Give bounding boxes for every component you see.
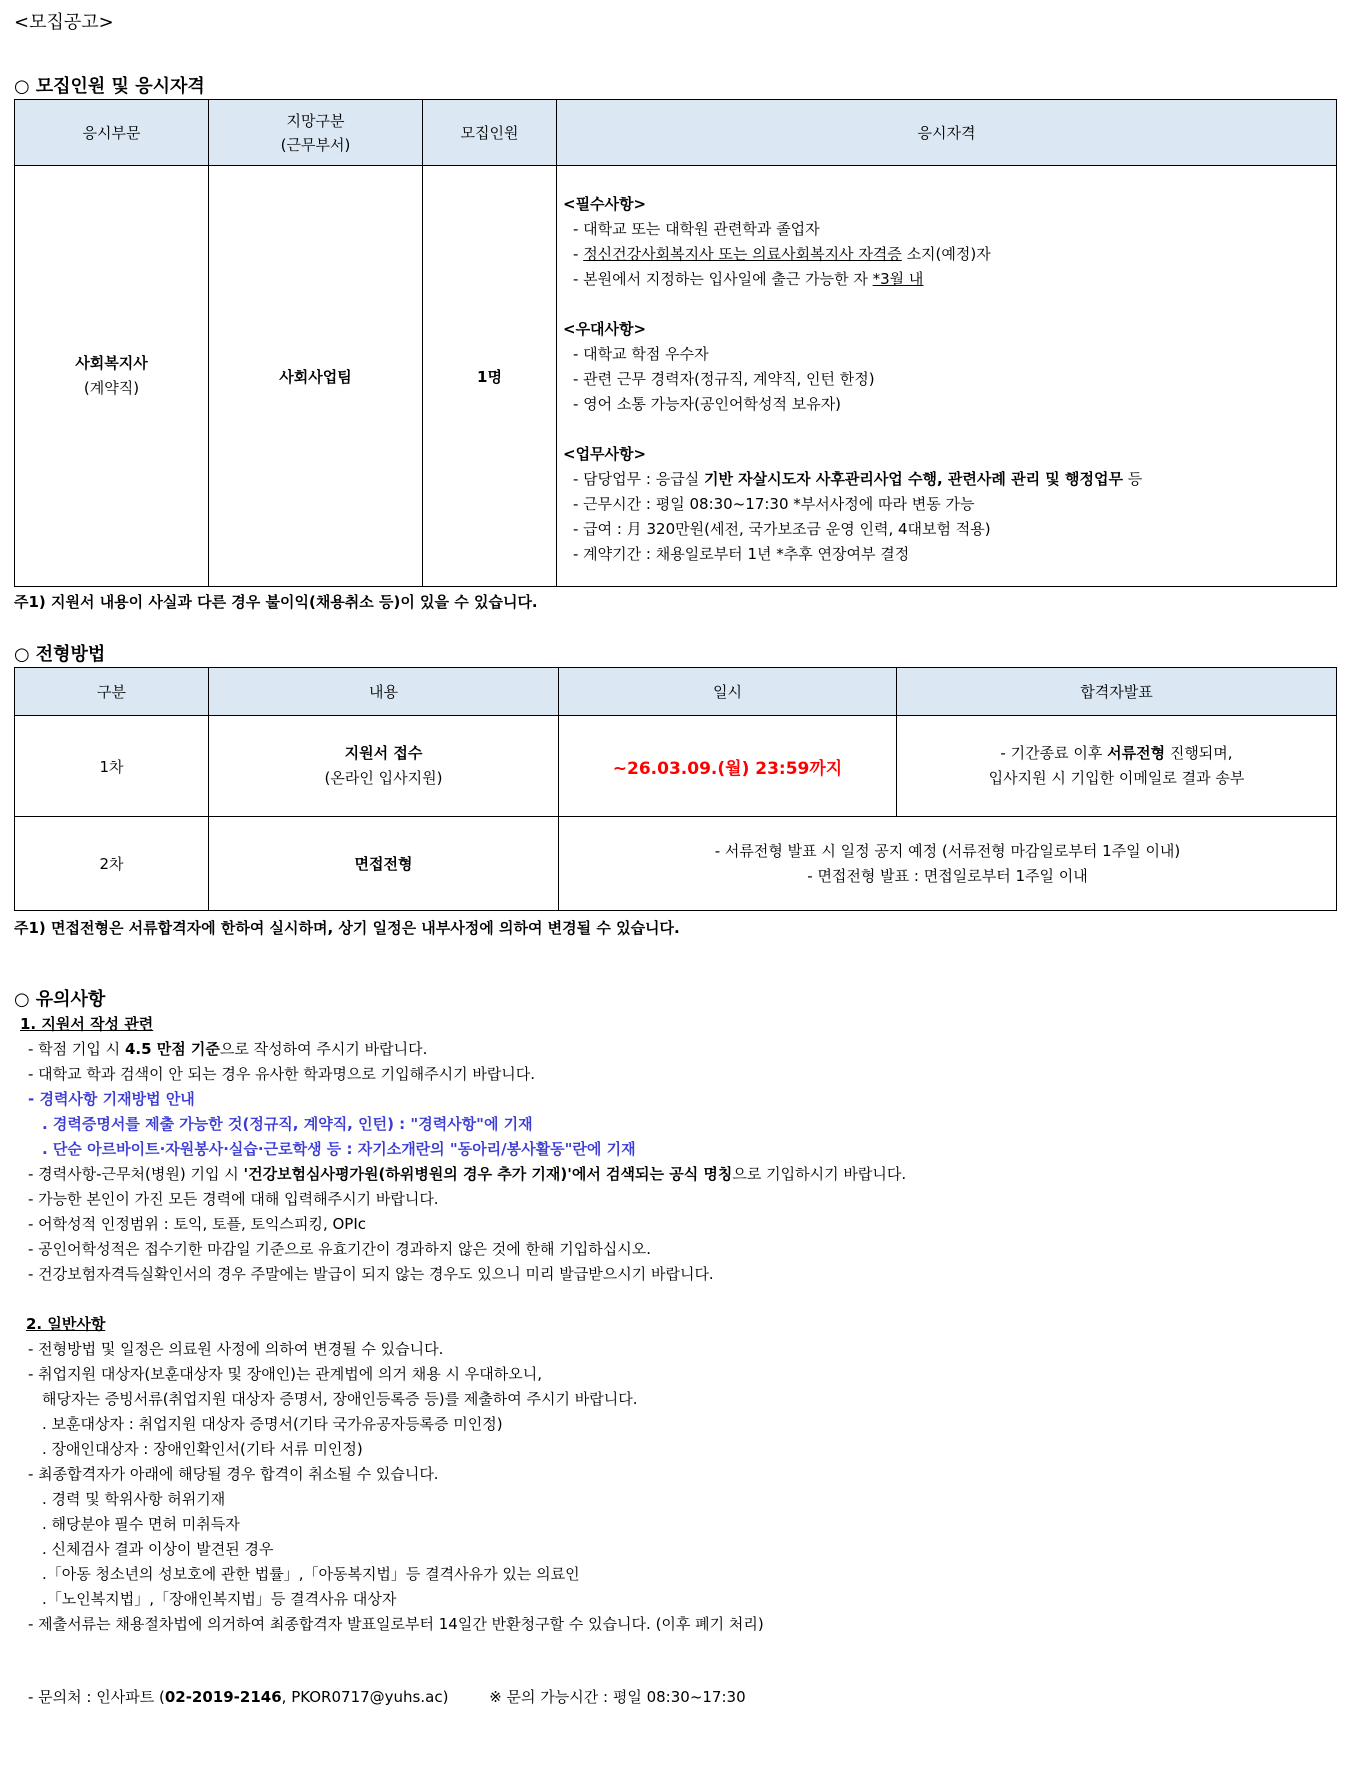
list-item: . 신체검사 결과 이상이 발견된 경우 [42,1540,274,1558]
work-item: - 근무시간 : 평일 08:30~17:30 *부서사정에 따라 변동 가능 [573,495,975,513]
section-heading-eligibility [14,72,205,98]
list-item: - 가능한 본인이 가진 모든 경력에 대해 입력해주시기 바랍니다. [28,1190,439,1208]
selection-table [14,667,1337,911]
list-item: . 장애인대상자 : 장애인확인서(기타 서류 미인정) [42,1440,363,1458]
header-date: 일시 [559,668,897,716]
text-part: 소지(예정)자 [901,245,991,263]
list-item [14,1162,1336,1187]
start-date-note: *3월 내 [872,270,924,288]
section-title: 전형방법 [35,644,106,665]
list-item: .「아동 청소년의 성보호에 관한 법률」,「아동복지법」등 결격사유가 있는 의료인 [42,1565,580,1583]
table-row [15,166,1337,587]
notice-list [14,1012,1336,1637]
preferred-item: - 영어 소통 가능자(공인어학성적 보유자) [573,395,842,413]
document-title: <모집공고> [14,12,114,33]
stage-cell: 1차 [15,716,209,817]
content-cell: 면접전형 [209,817,559,911]
text-part: - 문의처 : 인사파트 ( [28,1688,165,1706]
text-part: - 학점 기입 시 [28,1040,125,1058]
circle-bullet-icon: ○ [14,989,30,1010]
work-title: <업무사항> [563,445,647,463]
dept-name: 사회복지사 [75,354,148,372]
content-title: 지원서 접수 [344,744,423,762]
text-part: 으로 기입하시기 바랍니다. [732,1165,907,1183]
table-row [15,716,1337,817]
section-title: 유의사항 [35,989,106,1010]
list-item: . 해당분야 필수 면허 미취득자 [42,1515,240,1533]
preferred-item: - 관련 근무 경력자(정규직, 계약직, 인턴 한정) [573,370,875,388]
announce-cell [897,716,1337,817]
qualification-cell [557,166,1337,587]
header-count: 모집인원 [423,100,557,166]
list-item: - 공인어학성적은 접수기한 마감일 기준으로 유효기간이 경과하지 않은 것에 한해 기입하십시오. [28,1240,651,1258]
interview-info-line: - 면접전형 발표 : 면접일로부터 1주일 이내 [807,866,1088,885]
required-item [563,242,1336,267]
gpa-scale: 4.5 만점 기준 [124,1040,220,1058]
list-item: - 취업지원 대상자(보훈대상자 및 장애인)는 관계법에 의거 채용 시 우대하오니, [28,1365,542,1383]
text-part: - 본원에서 지정하는 입사일에 출근 가능한 자 [573,270,873,288]
list-item: - 제출서류는 채용절차법에 의거하여 최종합격자 발표일로부터 14일간 반환청구할 수 있습니다. (이후 폐기 처리) [28,1615,764,1633]
list-item: . 단순 아르바이트·자원봉사·실습·근로학생 등 : 자기소개란의 "동아리/봉사활동"란에 기재 [42,1140,636,1158]
stage-cell: 2차 [15,817,209,911]
list-item: . 보훈대상자 : 취업지원 대상자 증명서(기타 국가유공자등록증 미인정) [42,1415,503,1433]
required-item [563,267,1336,292]
text-part: 진행되며, [1165,744,1233,762]
dept-cell [15,166,209,587]
contact-hours: ※ 문의 가능시간 : 평일 08:30~17:30 [489,1688,746,1706]
header-team-line1: 지망구분 [286,111,345,130]
header-content: 내용 [209,668,559,716]
list-item: - 어학성적 인정범위 : 토익, 토플, 토익스피킹, OPIc [28,1215,367,1233]
contact-info [28,1686,746,1707]
duty-text: 기반 자살시도자 사후관리사업 수행, 관련사례 관리 및 행정업무 [703,470,1123,488]
list-item: - 경력사항 기재방법 안내 [28,1090,195,1108]
required-title: <필수사항> [563,195,647,213]
list-item: . 경력증명서를 제출 가능한 것(정규직, 계약직, 인턴) : "경력사항"에 기재 [42,1115,533,1133]
screening-text: 서류전형 [1107,744,1166,762]
list-item: - 건강보험자격득실확인서의 경우 주말에는 발급이 되지 않는 경우도 있으니 미리 발급받으시기 바랍니다. [28,1265,714,1283]
spacer [563,292,1336,317]
text-part: - 경력사항-근무처(병원) 기입 시 [28,1165,244,1183]
work-item: - 급여 : 月 320만원(세전, 국가보조금 운영 인력, 4대보험 적용) [573,520,991,538]
text-part: - 기간종료 이후 [1000,744,1108,762]
preferred-item: - 대학교 학점 우수자 [573,345,709,363]
list-item: .「노인복지법」,「장애인복지법」등 결격사유 대상자 [42,1590,397,1608]
section-title: 모집인원 및 응시자격 [35,76,205,97]
date-cell [559,716,897,817]
table-header-row [15,668,1337,716]
spacer [563,417,1336,442]
contact-phone: 02-2019-2146 [164,1688,282,1706]
text-part: - [573,245,584,263]
eligibility-footnote: 주1) 지원서 내용이 사실과 다른 경우 불이익(채용취소 등)이 있을 수 있습니다. [14,593,538,611]
certificate-text: 정신건강사회복지사 또는 의료사회복지사 자격증 [583,245,902,263]
announce-line: 입사지원 시 기입한 이메일로 결과 송부 [988,769,1245,787]
preferred-title: <우대사항> [563,320,647,338]
count-cell: 1명 [423,166,557,587]
eligibility-table [14,99,1337,587]
official-name-note: '건강보험심사평가원(하위병원의 경우 추가 기재)'에서 검색되는 공식 명칭 [243,1165,733,1183]
content-sub: (온라인 입사지원) [324,769,443,787]
required-item: - 대학교 또는 대학원 관련학과 졸업자 [573,220,820,238]
text-part: 으로 작성하여 주시기 바랍니다. [219,1040,428,1058]
interview-info-cell [559,817,1337,911]
list-item [14,1037,1336,1062]
header-stage: 구분 [15,668,209,716]
section-heading-selection [14,640,105,666]
contact-email: , PKOR0717@yuhs.ac) [281,1688,449,1706]
announce-line [901,741,1332,766]
work-item [563,467,1336,492]
spacer [14,1287,1336,1312]
list-item: - 대학교 학과 검색이 안 되는 경우 유사한 학과명으로 기입해주시기 바랍니다. [28,1065,536,1083]
deadline-text: ~26.03.09.(월) 23:59까지 [612,758,843,779]
header-qualification: 응시자격 [557,100,1337,166]
header-team [209,100,423,166]
list-item: - 전형방법 및 일정은 의료원 사정에 의하여 변경될 수 있습니다. [28,1340,444,1358]
table-row [15,817,1337,911]
dept-type: (계약직) [83,379,140,397]
team-cell: 사회사업팀 [209,166,423,587]
header-team-line2: (근무부서) [280,135,351,154]
subsection-title: 1. 지원서 작성 관련 [20,1015,154,1033]
section-heading-notes [14,985,105,1011]
selection-footnote: 주1) 면접전형은 서류합격자에 한하여 실시하며, 상기 일정은 내부사정에 의하여 변경될 수 있습니다. [14,919,680,937]
list-item: . 경력 및 학위사항 허위기재 [42,1490,226,1508]
list-item: - 최종합격자가 아래에 해당될 경우 합격이 취소될 수 있습니다. [28,1465,439,1483]
header-dept: 응시부문 [15,100,209,166]
text-part: - 담당업무 : 응급실 [573,470,704,488]
content-cell [209,716,559,817]
subsection-title: 2. 일반사항 [26,1315,106,1333]
text-part: 등 [1122,470,1143,488]
circle-bullet-icon: ○ [14,644,30,665]
work-item: - 계약기간 : 채용일로부터 1년 *추후 연장여부 결정 [573,545,910,563]
header-announcement: 합격자발표 [897,668,1337,716]
table-header-row [15,100,1337,166]
interview-info-line: - 서류전형 발표 시 일정 공지 예정 (서류전형 마감일로부터 1주일 이내) [714,841,1181,860]
list-item: 해당자는 증빙서류(취업지원 대상자 증명서, 장애인등록증 등)를 제출하여 주시기 바랍니다. [42,1390,638,1408]
circle-bullet-icon: ○ [14,76,30,97]
